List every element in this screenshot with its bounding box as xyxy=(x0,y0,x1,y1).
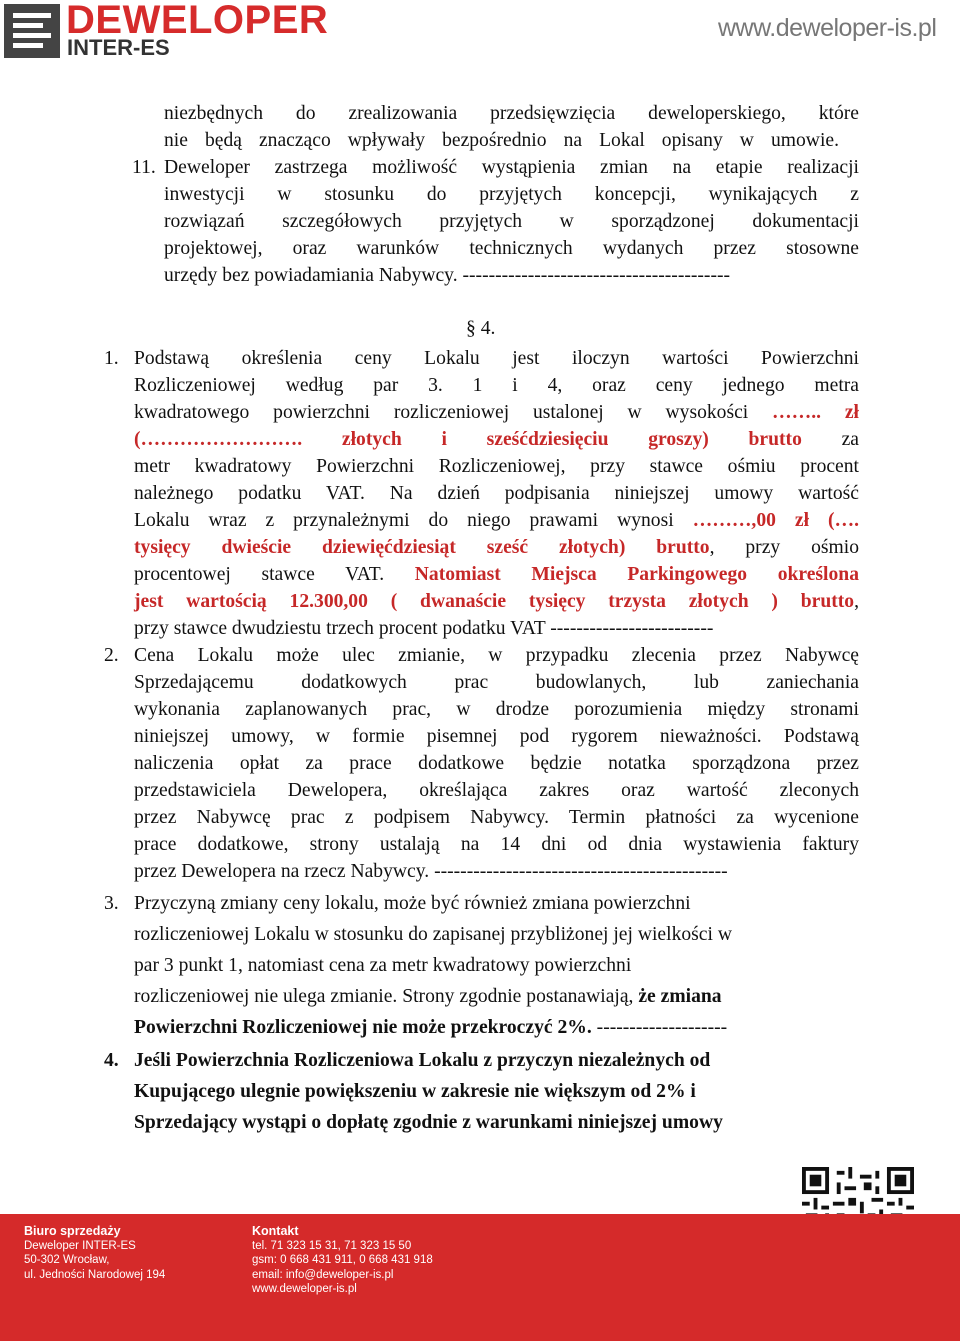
item-number: 1. xyxy=(104,348,119,369)
footer-contact xyxy=(252,1224,433,1297)
text-line: Sprzedającemu dodatkowych prac budowlanych, lub zaniechania xyxy=(134,672,859,693)
section-heading: § 4. xyxy=(466,318,496,339)
contact-heading: Kontakt xyxy=(252,1224,299,1238)
office-line: Deweloper INTER-ES xyxy=(24,1239,136,1252)
contact-gsm[interactable]: gsm: 0 668 431 911, 0 668 431 918 xyxy=(252,1254,433,1266)
text-line: naliczenia opłat za prace dodatkowe będzie notatka sporządzona przez xyxy=(134,753,859,774)
text-line: przy stawce dwudziestu trzech procent podatku VAT ------------------------- xyxy=(134,618,714,639)
website-url[interactable]: www.deweloper-is.pl xyxy=(718,14,937,42)
text-line: należnego podatku VAT. Na dzień podpisania niniejszej umowy wartość xyxy=(134,483,859,504)
text-line: urzędy bez powiadamiania Nabywcy. ----------------------------------------- xyxy=(164,265,731,286)
text-line: Rozliczeniowej według par 3. 1 i 4, oraz ceny jednego metra xyxy=(134,375,859,396)
text-line: przez Nabywcę prac z podpisem Nabywcy. Termin płatności za wycenione xyxy=(134,807,859,828)
text-line: procentowej stawce VAT. Natomiast Miejsca Parkingowego określona xyxy=(134,564,859,585)
text-line: projektowej, oraz warunków technicznych wydanych przez stosowne xyxy=(164,238,859,259)
text-line: Przyczyną zmiany ceny lokalu, może być również zmiana powierzchni xyxy=(134,893,691,914)
logo-subtitle: INTER-ES xyxy=(67,35,170,60)
logo xyxy=(4,0,329,60)
text-line: przez Dewelopera na rzecz Nabywcy. --------------------------------------------- xyxy=(134,861,728,882)
text-line: metr kwadratowy Powierzchni Rozliczeniowej, przy stawce ośmiu procent xyxy=(134,456,859,477)
text-line: Lokalu wraz z przynależnymi do niego prawami wynosi ………,00 zł (…. xyxy=(134,510,859,531)
text-line: jest wartością 12.300,00 ( dwanaście tysięcy trzysta złotych ) brutto, xyxy=(134,591,859,612)
footer-office xyxy=(24,1224,165,1282)
text-line: Podstawą określenia ceny Lokalu jest iloczyn wartości Powierzchni xyxy=(134,348,859,369)
logo-mark-icon xyxy=(4,4,60,58)
contact-email[interactable]: email: info@deweloper-is.pl xyxy=(252,1268,394,1281)
text-line: kwadratowego powierzchni rozliczeniowej ustalonej w wysokości …….. zł xyxy=(134,402,859,423)
contact-website[interactable]: www.deweloper-is.pl xyxy=(252,1283,357,1295)
text-line: niniejszej umowy, w formie pisemnej pod rygorem nieważności. Podstawą xyxy=(134,726,859,747)
item-number: 3. xyxy=(104,893,119,914)
text-line: rozliczeniowej Lokalu w stosunku do zapisanej przybliżonej jej wielkości w xyxy=(134,924,732,945)
text-line: prace dodatkowe, strony ustalają na 14 dni od dnia wystawienia faktury xyxy=(134,834,859,855)
text-line: Cena Lokalu może ulec zmianie, w przypadku zlecenia przez Nabywcę xyxy=(134,645,859,666)
item-number: 4. xyxy=(104,1050,119,1071)
text-line: rozliczeniowej nie ulega zmianie. Strony zgodnie postanawiają, że zmiana xyxy=(134,986,722,1007)
text-line: (……………………. złotych i sześćdziesięciu groszy) brutto za xyxy=(134,429,859,450)
text-line: rozwiązań szczegółowych przyjętych w sporządzonej dokumentacji xyxy=(164,211,859,232)
text-line: Jeśli Powierzchnia Rozliczeniowa Lokalu z przyczyn niezależnych od xyxy=(134,1050,711,1071)
text-line: par 3 punkt 1, natomiast cena za metr kwadratowy powierzchni xyxy=(134,955,632,976)
text-line: wykonania zaplanowanych prac, w drodze porozumienia między stronami xyxy=(134,699,859,720)
text-line: inwestycji w stosunku do przyjętych koncepcji, wynikających z xyxy=(164,184,859,205)
logo-title: DEWELOPER xyxy=(66,0,329,42)
office-heading: Biuro sprzedaży xyxy=(24,1224,121,1238)
footer xyxy=(0,1214,960,1341)
item-number: 2. xyxy=(104,645,119,666)
text-line: nie będą znacząco wpływały bezpośrednio na Lokal opisany w umowie. xyxy=(164,130,839,151)
text-line: Kupującego ulegnie powiększeniu w zakresie nie większym od 2% i xyxy=(134,1081,696,1102)
contact-phone[interactable]: tel. 71 323 15 31, 71 323 15 50 xyxy=(252,1239,412,1252)
text-line: Deweloper zastrzega możliwość wystąpienia zmian na etapie realizacji xyxy=(164,157,859,178)
text-line: tysięcy dwieście dziewięćdziesiąt sześć złotych) brutto, przy ośmio xyxy=(134,537,859,558)
text-line: Powierzchni Rozliczeniowej nie może przekroczyć 2%. -------------------- xyxy=(134,1017,728,1038)
item-number: 11. xyxy=(132,157,156,178)
text-line: niezbędnych do zrealizowania przedsięwzięcia deweloperskiego, które xyxy=(164,103,859,124)
office-line: 50-302 Wrocław, xyxy=(24,1254,110,1266)
text-line: Sprzedający wystąpi o dopłatę zgodnie z warunkami niniejszej umowy xyxy=(134,1112,723,1133)
office-line: ul. Jedności Narodowej 194 xyxy=(24,1268,166,1281)
text-line: przedstawiciela Dewelopera, określająca zakres oraz wartość zleconych xyxy=(134,780,859,801)
